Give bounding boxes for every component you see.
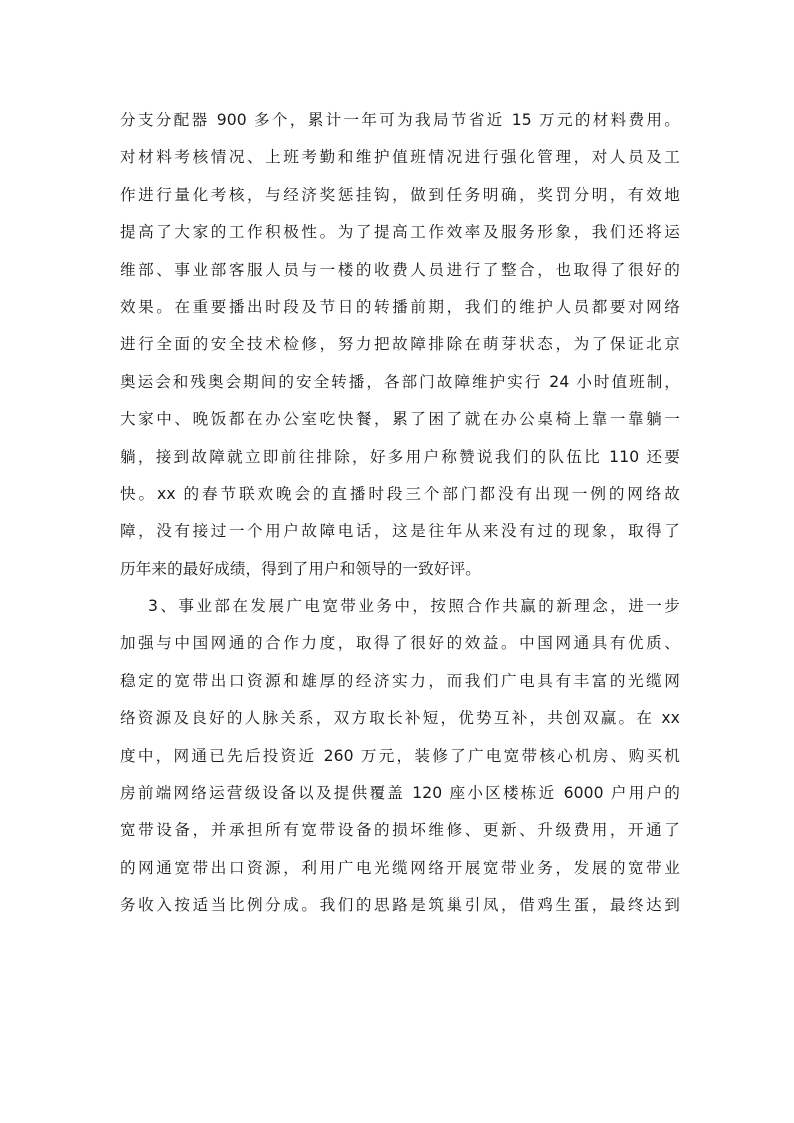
line-text: 作进行量化考核，与经济奖惩挂钩，做到任务明确，奖罚分明，有效地 [120, 185, 680, 204]
line [120, 401, 680, 438]
line [120, 326, 680, 363]
line [120, 364, 680, 401]
line [120, 102, 680, 139]
line-text: 大家中、晚饭都在办公室吃快餐，累了困了就在办公桌椅上靠一靠躺一 [120, 410, 680, 429]
line-text: 3、事业部在发展广电宽带业务中，按照合作共赢的新理念，进一步 [148, 597, 680, 616]
line-text: 分支分配器 900 多个，累计一年可为我局节省近 15 万元的材料费用。 [120, 111, 680, 129]
line [120, 252, 680, 289]
line-text: 宽带设备，并承担所有宽带设备的损坏维修、更新、升级费用，开通了 [120, 821, 680, 840]
line [120, 850, 680, 887]
line [120, 775, 680, 812]
line [120, 139, 680, 176]
line [120, 476, 680, 513]
line [120, 738, 680, 775]
line [120, 513, 680, 550]
line [120, 439, 680, 476]
line-text: 度中，网通已先后投资近 260 万元，装修了广电宽带核心机房、购买机 [120, 746, 680, 765]
line-text: 进行全面的安全技术检修，努力把故障排除在萌芽状态，为了保证北京 [120, 335, 680, 354]
line-text: 快。xx 的春节联欢晚会的直播时段三个部门都没有出现一例的网络故 [120, 484, 680, 503]
line-text: 务收入按适当比例分成。我们的思路是筑巢引凤，借鸡生蛋，最终达到 [120, 896, 680, 915]
indent-line [120, 588, 680, 625]
line-text: 历年来的最好成绩，得到了用户和领导的一致好评。 [120, 559, 481, 578]
line [120, 289, 680, 326]
line [120, 177, 680, 214]
line-text: 加强与中国网通的合作力度，取得了很好的效益。中国网通具有优质、 [120, 634, 680, 653]
line-text: 稳定的宽带出口资源和雄厚的经济实力，而我们广电具有丰富的光缆网 [120, 671, 680, 690]
line-text: 效果。在重要播出时段及节日的转播前期，我们的维护人员都要对网络 [120, 297, 680, 316]
line-text: 房前端网络运营级设备以及提供覆盖 120 座小区楼栋近 6000 户用户的 [120, 784, 680, 803]
line-text: 维部、事业部客服人员与一楼的收费人员进行了整合，也取得了很好的 [120, 260, 680, 279]
line [120, 700, 680, 737]
line [120, 214, 680, 251]
line [120, 812, 680, 849]
document-body [120, 102, 680, 925]
line-text: 络资源及良好的人脉关系，双方取长补短，优势互补，共创双赢。在 xx [120, 709, 680, 728]
line [120, 551, 680, 588]
line-text: 对材料考核情况、上班考勤和维护值班情况进行强化管理，对人员及工 [120, 148, 680, 167]
line [120, 663, 680, 700]
line-text: 躺，接到故障就立即前往排除，好多用户称赞说我们的队伍比 110 还要 [120, 447, 680, 466]
line [120, 625, 680, 662]
line-text: 的网通宽带出口资源，利用广电光缆网络开展宽带业务，发展的宽带业 [120, 858, 680, 877]
line-text: 奥运会和残奥会期间的安全转播，各部门故障维护实行 24 小时值班制， [120, 372, 680, 391]
line [120, 887, 680, 924]
line-text: 障，没有接过一个用户故障电话，这是往年从来没有过的现象，取得了 [120, 522, 680, 541]
line-text: 提高了大家的工作积极性。为了提高工作效率及服务形象，我们还将运 [120, 223, 680, 242]
